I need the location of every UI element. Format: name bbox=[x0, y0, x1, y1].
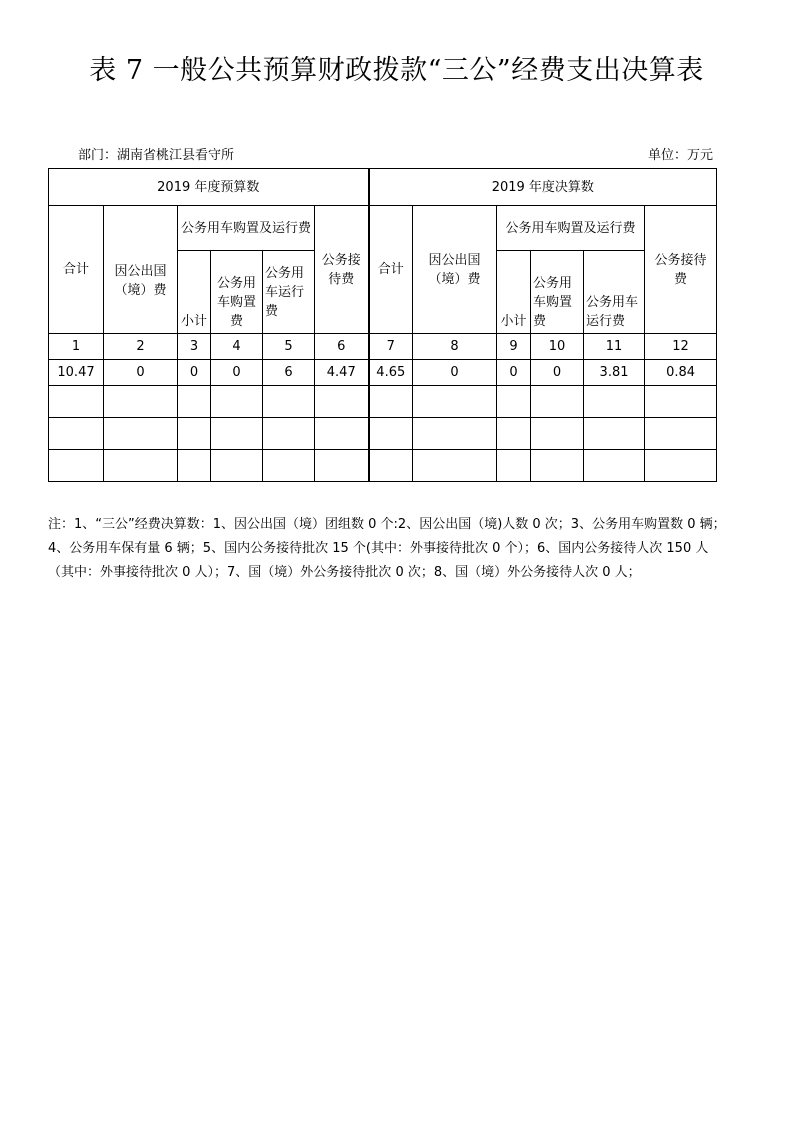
budget-subtotal-header: 小计 bbox=[178, 251, 211, 334]
budget-car-operation-header: 公务用车运行费 bbox=[263, 251, 315, 334]
col-number: 4 bbox=[211, 334, 263, 360]
budget-subtotal-value: 0 bbox=[178, 360, 211, 386]
unit-label: 单位：万元 bbox=[647, 148, 713, 163]
column-number-row bbox=[49, 334, 717, 360]
col-number: 8 bbox=[413, 334, 497, 360]
budget-total-header: 合计 bbox=[49, 206, 104, 334]
col-number: 12 bbox=[645, 334, 717, 360]
final-subtotal-value: 0 bbox=[497, 360, 531, 386]
budget-car-operation-value: 6 bbox=[263, 360, 315, 386]
col-number: 2 bbox=[104, 334, 178, 360]
three-public-expenses-table bbox=[48, 168, 717, 482]
budget-abroad-header: 因公出国（境）费 bbox=[104, 206, 178, 334]
budget-abroad-value: 0 bbox=[104, 360, 178, 386]
empty-row bbox=[49, 418, 717, 450]
budget-total-value: 10.47 bbox=[49, 360, 104, 386]
budget-header: 2019 年度预算数 bbox=[49, 169, 369, 206]
final-header: 2019 年度决算数 bbox=[369, 169, 717, 206]
final-car-operation-header: 公务用车运行费 bbox=[584, 251, 645, 334]
final-subtotal-header: 小计 bbox=[497, 251, 531, 334]
final-total-header: 合计 bbox=[369, 206, 413, 334]
col-number: 5 bbox=[263, 334, 315, 360]
footnote: 注：1、“三公”经费决算数：1、因公出国（境）团组数 0 个:2、因公出国（境)人数 0 次；3、公务用车购置数 0 辆；4、公务用车保有量 6 辆；5、国内公务接待批次 15 个(其中：外事接待批次 0 个）；6、国内公务接待人次 150 人（其中：外事接待批次 0 人）；7、国（境）外公务接待批次 0 次；8、国（境）外公务接待人次 0 人； bbox=[48, 517, 726, 580]
empty-row bbox=[49, 450, 717, 482]
budget-car-purchase-header: 公务用车购置费 bbox=[211, 251, 263, 334]
col-number: 7 bbox=[369, 334, 413, 360]
final-total-value: 4.65 bbox=[369, 360, 413, 386]
col-number: 3 bbox=[178, 334, 211, 360]
final-reception-value: 0.84 bbox=[645, 360, 717, 386]
col-number: 9 bbox=[497, 334, 531, 360]
col-number: 1 bbox=[49, 334, 104, 360]
value-row bbox=[49, 360, 717, 386]
final-reception-header: 公务接待费 bbox=[645, 206, 717, 334]
empty-row bbox=[49, 386, 717, 418]
page-title: 表 7 一般公共预算财政拨款“三公”经费支出决算表 bbox=[89, 55, 704, 86]
final-car-operation-value: 3.81 bbox=[584, 360, 645, 386]
col-number: 11 bbox=[584, 334, 645, 360]
budget-car-purchase-value: 0 bbox=[211, 360, 263, 386]
department-label: 部门：湖南省桃江县看守所 bbox=[78, 148, 235, 163]
col-number: 6 bbox=[315, 334, 369, 360]
budget-reception-header: 公务接待费 bbox=[315, 206, 369, 334]
col-number: 10 bbox=[531, 334, 584, 360]
final-abroad-header: 因公出国（境）费 bbox=[413, 206, 497, 334]
final-abroad-value: 0 bbox=[413, 360, 497, 386]
final-car-purchase-header: 公务用车购置费 bbox=[531, 251, 584, 334]
final-car-group-header: 公务用车购置及运行费 bbox=[497, 206, 645, 251]
final-car-purchase-value: 0 bbox=[531, 360, 584, 386]
budget-car-group-header: 公务用车购置及运行费 bbox=[178, 206, 315, 251]
budget-reception-value: 4.47 bbox=[315, 360, 369, 386]
